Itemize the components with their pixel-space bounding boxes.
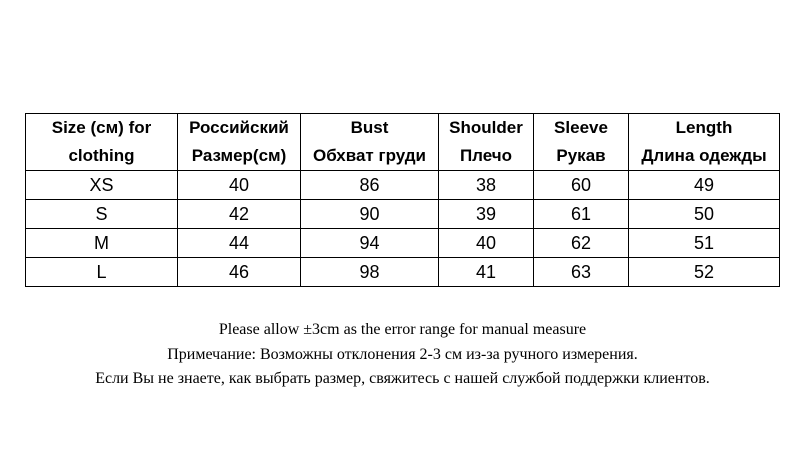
size-chart-table <box>25 113 780 287</box>
header-bust-line2: Обхват груди <box>313 146 426 165</box>
header-sleeve-line2: Рукав <box>556 146 606 165</box>
cell-shoulder: 38 <box>439 171 534 200</box>
header-bust <box>301 114 439 171</box>
cell-russian-size: 40 <box>178 171 301 200</box>
cell-length: 50 <box>629 200 780 229</box>
table-row <box>26 200 780 229</box>
cell-bust: 90 <box>301 200 439 229</box>
header-length <box>629 114 780 171</box>
cell-russian-size: 44 <box>178 229 301 258</box>
header-sleeve <box>534 114 629 171</box>
cell-russian-size: 42 <box>178 200 301 229</box>
header-bust-line1: Bust <box>350 118 389 137</box>
header-russian-size <box>178 114 301 171</box>
cell-sleeve: 61 <box>534 200 629 229</box>
note-error-range-en: Please allow ±3cm as the error range for manual measure <box>218 321 587 338</box>
cell-size: XS <box>26 171 178 200</box>
cell-length: 49 <box>629 171 780 200</box>
header-length-line1: Length <box>675 118 733 137</box>
header-size-line2: clothing <box>68 146 135 165</box>
cell-size: S <box>26 200 178 229</box>
header-shoulder-line1: Shoulder <box>449 118 523 137</box>
note-error-range-ru: Примечание: Возможны отклонения 2-3 см из-за ручного измерения. <box>167 345 638 363</box>
cell-size: M <box>26 229 178 258</box>
table-header-row <box>26 114 780 171</box>
table-row <box>26 171 780 200</box>
cell-length: 51 <box>629 229 780 258</box>
header-size <box>26 114 178 171</box>
cell-length: 52 <box>629 258 780 287</box>
header-length-line2: Длина одежды <box>641 146 767 165</box>
header-russian-size-line2: Размер(см) <box>191 146 287 165</box>
header-russian-size-line1: Российский <box>189 118 289 137</box>
table-row <box>26 258 780 287</box>
header-sleeve-line1: Sleeve <box>554 118 608 137</box>
table-row <box>26 229 780 258</box>
cell-shoulder: 40 <box>439 229 534 258</box>
cell-russian-size: 46 <box>178 258 301 287</box>
cell-size: L <box>26 258 178 287</box>
cell-bust: 94 <box>301 229 439 258</box>
measurement-notes <box>0 318 805 392</box>
note-contact-support-ru: Если Вы не знаете, как выбрать размер, свяжитесь с нашей службой поддержки клиентов. <box>95 370 710 387</box>
header-size-line1: Size (см) for <box>51 118 152 137</box>
cell-bust: 98 <box>301 258 439 287</box>
cell-sleeve: 63 <box>534 258 629 287</box>
header-shoulder <box>439 114 534 171</box>
cell-bust: 86 <box>301 171 439 200</box>
cell-shoulder: 39 <box>439 200 534 229</box>
cell-sleeve: 62 <box>534 229 629 258</box>
header-shoulder-line2: Плечо <box>459 146 513 165</box>
cell-sleeve: 60 <box>534 171 629 200</box>
cell-shoulder: 41 <box>439 258 534 287</box>
